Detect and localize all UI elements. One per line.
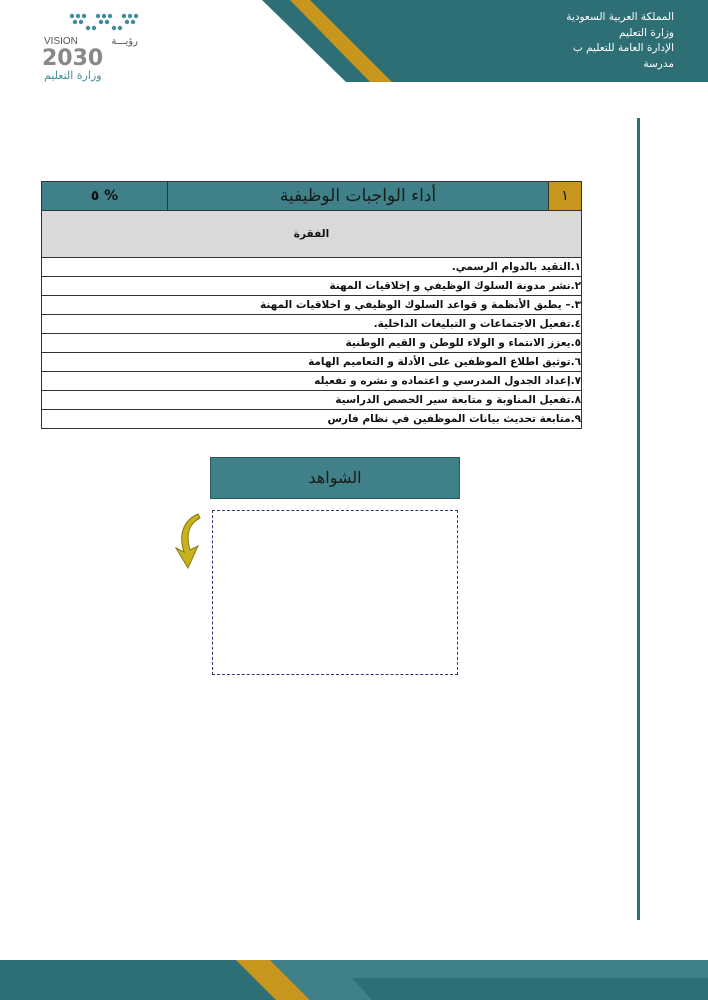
header-text-block <box>454 10 674 72</box>
table-header-row <box>42 211 582 258</box>
duties-table <box>41 181 582 429</box>
table-row <box>42 334 582 353</box>
table-row <box>42 296 582 315</box>
item-5: ٥.يعزز الانتماء و الولاء للوطن و القيم الوطنية <box>42 334 582 353</box>
logo-ministry: وزارة التعليم <box>44 69 102 82</box>
item-3: ٣.– يطبق الأنظمة و قواعد السلوك الوظيفي و اخلاقيات المهنة <box>42 296 582 315</box>
logo-vision-arabic: رؤيـــة <box>111 36 138 47</box>
item-2: ٢.نشر مدونة السلوك الوظيفي و إخلاقيات المهنة <box>42 277 582 296</box>
section-number: ١ <box>549 182 582 211</box>
table-row <box>42 353 582 372</box>
header-line-kingdom: المملكة العربية السعودية <box>566 11 674 23</box>
table-row <box>42 391 582 410</box>
header-line-ministry: وزارة التعليم <box>619 26 674 39</box>
logo-vision-word: VISION <box>44 36 78 47</box>
column-header-paragraph: الفقرة <box>42 211 582 258</box>
evidence-title: الشواهد <box>210 457 460 499</box>
item-4: ٤.تفعيل الاجتماعات و التبليغات الداخلية. <box>42 315 582 334</box>
table-row <box>42 410 582 429</box>
vision-2030-logo <box>40 10 152 82</box>
section-title: أداء الواجبات الوظيفية <box>168 182 549 211</box>
table-row <box>42 258 582 277</box>
item-1: ١.التقيد بالدوام الرسمي. <box>42 258 582 277</box>
table-row <box>42 315 582 334</box>
evidence-box[interactable] <box>212 510 458 675</box>
item-8: ٨.تفعيل المناوبة و متابعة سير الحصص الدراسية <box>42 391 582 410</box>
logo-dots-icon <box>70 14 138 30</box>
header-line-directorate: الإدارة العامة للتعليم ب <box>572 42 674 54</box>
table-title-row <box>42 182 582 211</box>
table-row <box>42 277 582 296</box>
footer-band <box>0 960 708 1000</box>
logo-year: 2030 <box>42 46 104 71</box>
vertical-divider <box>637 118 640 920</box>
header-line-school: مدرسة <box>643 57 674 70</box>
item-7: ٧.إعداد الجدول المدرسي و اعتماده و نشره و تفعيله <box>42 372 582 391</box>
item-9: ٩.متابعة تحديث بيانات الموظفين في نظام فارس <box>42 410 582 429</box>
item-6: ٦.توثيق اطلاع الموظفين على الأدلة و التعاميم الهامة <box>42 353 582 372</box>
curved-arrow-icon <box>170 512 206 570</box>
section-percent: ٥ % <box>42 182 168 211</box>
table-row <box>42 372 582 391</box>
